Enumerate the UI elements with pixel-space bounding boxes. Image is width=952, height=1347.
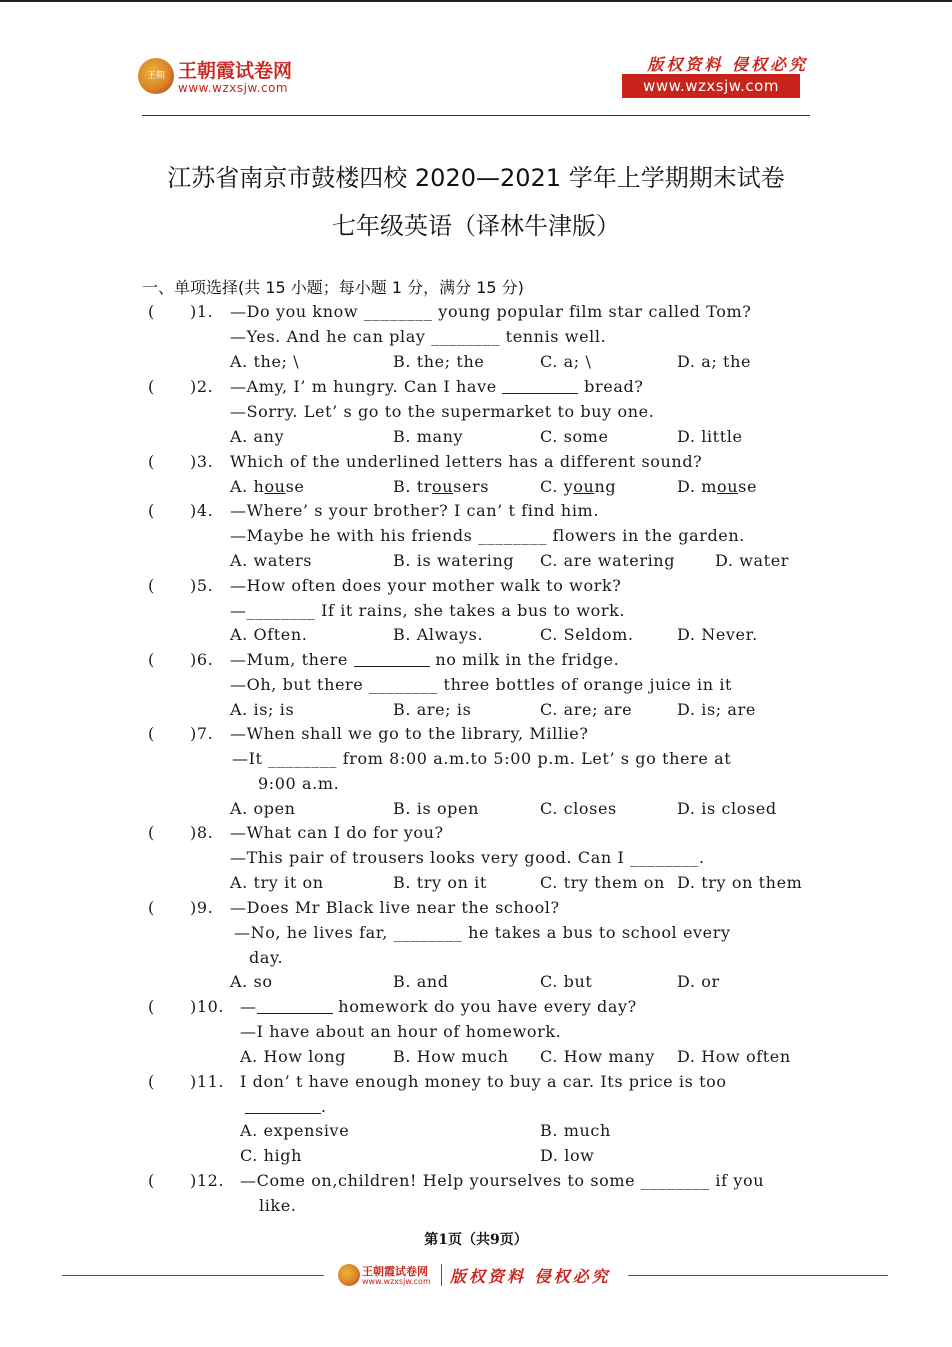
option-b: B. many (393, 427, 464, 446)
option-d: D. low (540, 1146, 595, 1165)
question-text: —When shall we go to the library, Millie? (230, 724, 589, 743)
answer-paren: ( (148, 377, 155, 396)
question-text: —Does Mr Black live near the school? (230, 898, 560, 917)
question-number: )4. (190, 501, 214, 520)
answer-paren: ( (148, 501, 155, 520)
option-b: B. and (393, 972, 449, 991)
option-a: A. is; is (230, 700, 295, 719)
question-text: —Come on,children! Help yourselves to some ________ if you (240, 1171, 765, 1190)
option-c: C. How many (540, 1047, 655, 1066)
option-a: A. How long (240, 1047, 346, 1066)
answer-paren: ( (148, 898, 155, 917)
option-c: C. some (540, 427, 609, 446)
question-text: — homework do you have every day? (240, 997, 637, 1016)
page-number: 第1页（共9页） (424, 1232, 528, 1248)
top-border (0, 0, 952, 2)
option-b: B. much (540, 1121, 611, 1140)
exam-subtitle: 七年级英语（译林牛津版） (332, 212, 620, 240)
option-b: B. is watering (393, 551, 515, 570)
question-text: —How often does your mother walk to work? (230, 576, 622, 595)
option-a: A. Often. (230, 625, 308, 644)
question-text: I don’ t have enough money to buy a car. Its price is too (240, 1072, 727, 1091)
answer-paren: ( (148, 1072, 155, 1091)
question-number: )1. (190, 302, 214, 321)
footer-logo-name[interactable]: 王朝霞试卷网 (362, 1265, 428, 1278)
option-a: A. any (230, 427, 285, 446)
section-heading: 一、单项选择(共 15 小题；每小题 1 分，满分 15 分) (142, 278, 524, 297)
option-d: D. a; the (677, 352, 752, 371)
header-divider (142, 115, 810, 116)
option-d: D. is; are (677, 700, 756, 719)
question-text: Which of the underlined letters has a different sound? (230, 452, 703, 471)
question-text: —________ If it rains, she takes a bus to work. (230, 601, 626, 620)
question-text: —I have about an hour of homework. (240, 1022, 562, 1041)
footer-logo-badge-icon (338, 1264, 360, 1286)
copyright-notice: 版权资料 侵权必究 (647, 55, 808, 74)
option-b: B. trousers (393, 477, 490, 496)
option-d: D. mouse (677, 477, 758, 496)
question-text: —Mum, there no milk in the fridge. (230, 650, 620, 669)
site-logo[interactable] (138, 54, 328, 100)
option-c: C. young (540, 477, 617, 496)
footer-logo-url[interactable]: www.wzxsjw.com (362, 1277, 431, 1286)
option-c: C. are watering (540, 551, 676, 570)
answer-blank (502, 377, 578, 394)
exam-title: 江苏省南京市鼓楼四校 2020—2021 学年上学期期末试卷 (167, 164, 785, 192)
option-c: C. a; \ (540, 352, 592, 371)
answer-paren: ( (148, 724, 155, 743)
question-number: )9. (190, 898, 214, 917)
question-number: )6. (190, 650, 214, 669)
option-a: A. so (230, 972, 273, 991)
answer-blank (257, 997, 333, 1014)
footer-divider-left (62, 1275, 324, 1276)
question-text: —Do you know ________ young popular film star called Tom? (230, 302, 752, 321)
option-d: D. Never. (677, 625, 758, 644)
option-a: A. the; \ (230, 352, 300, 371)
option-d: D. How often (677, 1047, 791, 1066)
question-text: like. (259, 1196, 297, 1215)
option-d: D. try on them (677, 873, 803, 892)
logo-url: www.wzxsjw.com (178, 81, 289, 95)
option-c: C. try them on (540, 873, 665, 892)
question-text: day. (249, 948, 284, 967)
option-a: A. expensive (240, 1121, 350, 1140)
question-text: —Yes. And he can play ________ tennis well. (230, 327, 607, 346)
option-d: D. little (677, 427, 743, 446)
question-text: —It ________ from 8:00 a.m.to 5:00 p.m. Let’ s go there at (232, 749, 732, 768)
question-text: —Sorry. Let’ s go to the supermarket to buy one. (230, 402, 655, 421)
option-a: A. house (230, 477, 305, 496)
question-text: —Amy, I’ m hungry. Can I have bread? (230, 377, 644, 396)
answer-paren: ( (148, 823, 155, 842)
answer-paren: ( (148, 576, 155, 595)
logo-name: 王朝霞试卷网 (178, 60, 293, 82)
question-number: )12. (190, 1171, 225, 1190)
option-c: C. but (540, 972, 593, 991)
question-text: —Maybe he with his friends ________ flowers in the garden. (230, 526, 745, 545)
option-b: B. Always. (393, 625, 484, 644)
option-b: B. How much (393, 1047, 509, 1066)
answer-paren: ( (148, 452, 155, 471)
question-text: —What can I do for you? (230, 823, 444, 842)
option-b: B. is open (393, 799, 479, 818)
question-number: )8. (190, 823, 214, 842)
question-text: —Where’ s your brother? I can’ t find him. (230, 501, 600, 520)
answer-paren: ( (148, 1171, 155, 1190)
question-number: )5. (190, 576, 214, 595)
footer-separator (441, 1264, 442, 1286)
question-text: . (245, 1096, 327, 1118)
option-a: A. open (230, 799, 296, 818)
question-text: —Oh, but there ________ three bottles of orange juice in it (230, 675, 733, 694)
question-number: )2. (190, 377, 214, 396)
question-text: —No, he lives far, ________ he takes a bus to school every (234, 923, 731, 942)
option-a: A. try it on (230, 873, 324, 892)
option-c: C. high (240, 1146, 303, 1165)
option-b: B. the; the (393, 352, 485, 371)
option-c: C. closes (540, 799, 617, 818)
answer-paren: ( (148, 650, 155, 669)
footer-copyright: 版权资料 侵权必究 (450, 1267, 611, 1286)
option-c: C. Seldom. (540, 625, 634, 644)
question-number: )10. (190, 997, 225, 1016)
option-b: B. are; is (393, 700, 472, 719)
question-number: )7. (190, 724, 214, 743)
footer-divider-right (628, 1275, 888, 1276)
answer-blank (245, 1097, 321, 1114)
option-d: D. or (677, 972, 720, 991)
question-number: )11. (190, 1072, 225, 1091)
question-text: 9:00 a.m. (258, 774, 340, 793)
option-a: A. waters (230, 551, 313, 570)
answer-paren: ( (148, 302, 155, 321)
header-url-banner[interactable]: www.wzxsjw.com (622, 74, 800, 98)
question-text: —This pair of trousers looks very good. Can I ________. (230, 848, 705, 867)
option-d: D. water (715, 551, 790, 570)
answer-blank (354, 650, 430, 667)
answer-paren: ( (148, 997, 155, 1016)
question-number: )3. (190, 452, 214, 471)
logo-badge-icon: 王朝 (138, 58, 174, 94)
option-d: D. is closed (677, 799, 777, 818)
option-b: B. try on it (393, 873, 487, 892)
option-c: C. are; are (540, 700, 633, 719)
